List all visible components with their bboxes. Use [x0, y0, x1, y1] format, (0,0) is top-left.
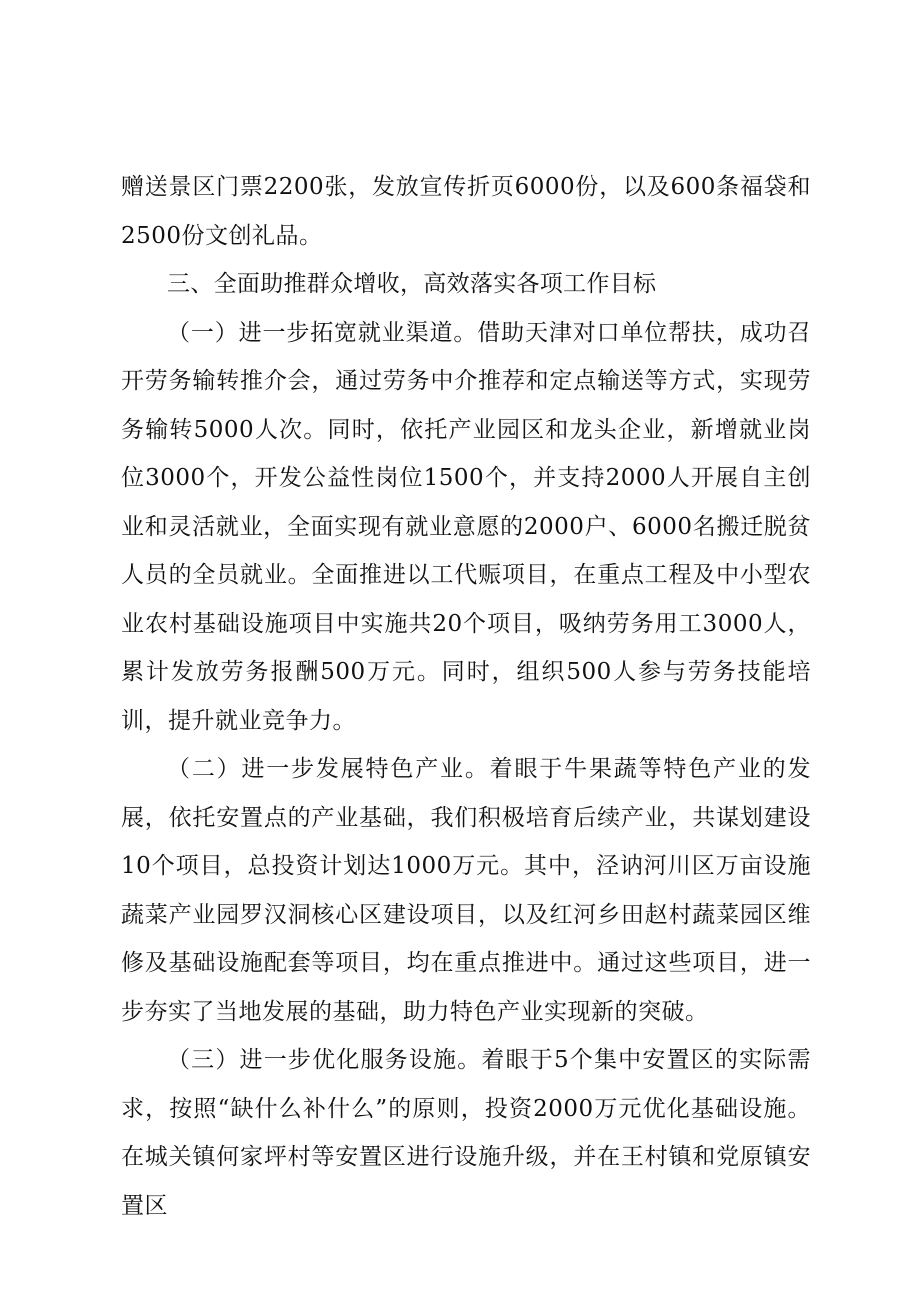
paragraph-facilities: （三）进一步优化服务设施。着眼于5个集中安置区的实际需求，按照“缺什么补什么”的原则，投资2000万元优化基础设施。在城关镇何家坪村等安置区进行设施升级，并在王村镇和党原镇安置区: [121, 1047, 811, 1219]
section-heading: 三、全面助推群众增收，高效落实各项工作目标: [167, 271, 657, 297]
paragraph-industry: （二）进一步发展特色产业。着眼于牛果蔬等特色产业的发展，依托安置点的产业基础，我们积极培育后续产业，共谋划建设10个项目，总投资计划达1000万元。其中，泾讷河川区万亩设施蔬菜产业园罗汉洞核心区建设项目，以及红河乡田赵村蔬菜园区维修及基础设施配套等项目，均在重点推进中。通过这些项目，进一步夯实了当地发展的基础，助力特色产业实现新的突破。: [121, 756, 811, 1025]
document-body: [121, 163, 811, 1230]
paragraph-continued: 赠送景区门票2200张，发放宣传折页6000份，以及600条福袋和2500份文创礼品。: [121, 174, 811, 249]
paragraph-employment: （一）进一步拓宽就业渠道。借助天津对口单位帮扶，成功召开劳务输转推介会，通过劳务中介推荐和定点输送等方式，实现劳务输转5000人次。同时，依托产业园区和龙头企业，新增就业岗位3000个，开发公益性岗位1500个，并支持2000人开展自主创业和灵活就业，全面实现有就业意愿的2000户、6000名搬迁脱贫人员的全员就业。全面推进以工代赈项目，在重点工程及中小型农业农村基础设施项目中实施共20个项目，吸纳劳务用工3000人，累计发放劳务报酬500万元。同时，组织500人参与劳务技能培训，提升就业竞争力。: [121, 319, 811, 734]
